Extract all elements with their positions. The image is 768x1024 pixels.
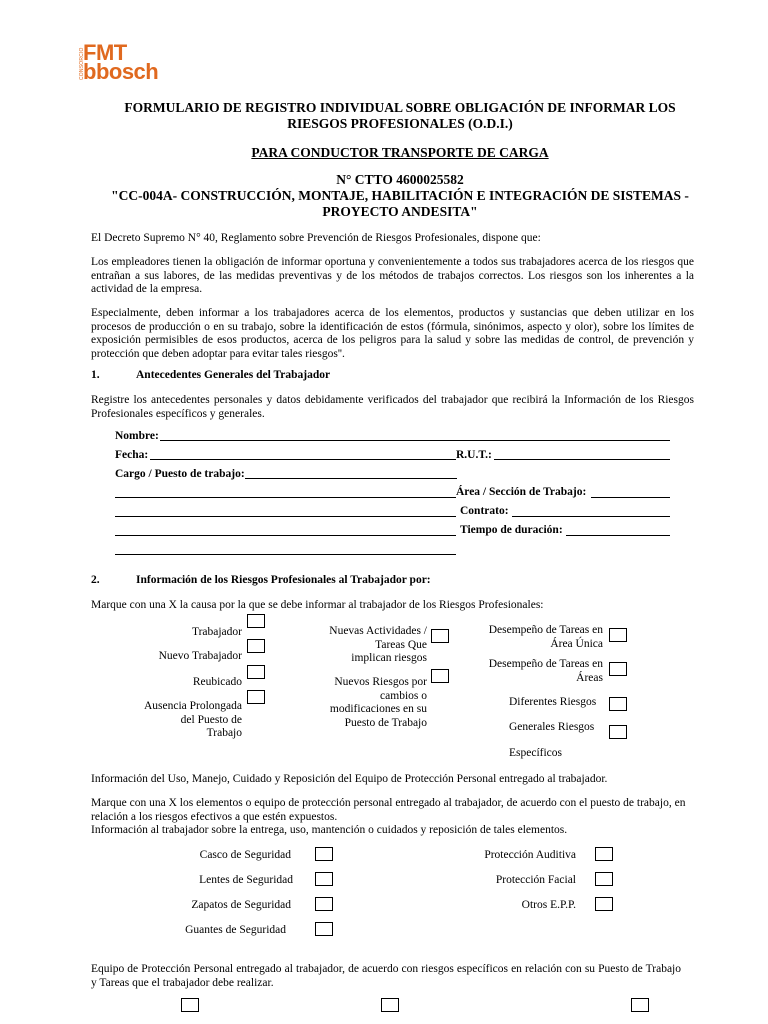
fecha-label: Fecha:: [115, 449, 149, 461]
areas-line1: Desempeño de Tareas en: [488, 658, 603, 670]
cause-reubicado-checkbox[interactable]: [247, 665, 265, 679]
cause-nuevas-actividades-label: [300, 625, 427, 666]
epp-casco-label: Casco de Seguridad: [199, 849, 291, 861]
form-subtitle: PARA CONDUCTOR TRANSPORTE DE CARGA: [251, 145, 549, 160]
riesgos-line1: Nuevos Riesgos por: [334, 676, 427, 688]
epp-instr-line1: Marque con una X los elementos o equipo de protección personal entregado al trabajador, de acuerdo con el puesto de trabajo, en: [91, 797, 686, 809]
ausencia-line1: Ausencia Prolongada: [143, 700, 242, 712]
nuevas-line1: Nuevas Actividades /: [329, 625, 427, 637]
form-title: [90, 100, 710, 132]
logo-fmt: FMT: [83, 40, 127, 65]
epp-facial-checkbox[interactable]: [595, 872, 613, 886]
epp-instructions: [91, 797, 694, 838]
cause-area-unica-checkbox[interactable]: [609, 628, 627, 642]
cause-area-unica-label: [470, 624, 603, 651]
riesgos-line2: cambios o: [380, 689, 427, 702]
section1-number: 1.: [91, 369, 100, 381]
ausencia-line3: Trabajo: [206, 727, 242, 739]
cause-generales-riesgos-label: Generales Riesgos: [509, 721, 595, 733]
tiempo-label: Tiempo de duración:: [460, 524, 563, 536]
intro-paragraph-1: Los empleadores tienen la obligación de informar oportuna y convenientemente a todos sus trabajadores acerca de los riesgos que entrañan a sus labores, de las medidas preventivas y de los métodos de trabajos correctos. Los riesgos son los inherentes a la actividad de la empresa.: [91, 256, 694, 295]
section1-description: Registre los antecedentes personales y datos debidamente verificados del trabajador que recibirá la Información de los Riesgos Profesionales específicos y generales.: [91, 394, 694, 420]
cargo-input-line[interactable]: [245, 478, 457, 479]
intro-decree: El Decreto Supremo N° 40, Reglamento sobre Prevención de Riesgos Profesionales, dispone que:: [91, 232, 541, 244]
contrato-label: Contrato:: [460, 505, 509, 517]
contrato-input-line[interactable]: [512, 516, 670, 517]
riesgos-line4: Puesto de Trabajo: [344, 716, 427, 729]
cargo-label: Cargo / Puesto de trabajo:: [115, 468, 245, 480]
area-input-line[interactable]: [591, 497, 670, 498]
contract-number: N° CTTO 4600025582: [336, 172, 464, 187]
areas-line2: Áreas: [576, 671, 603, 684]
intro-paragraph-2: Especialmente, deben informar a los trabajadores acerca de los elementos, productos y sustancias que deben utilizar en los procesos de producción o en su trabajo, sobre la identificación de estos (fórmula, sinónimos, aspecto y olor), sobre los límites de exposición permisibles de esos productos, acerca de los peligros para la salud y sobre las medidas de control, de prevención y protección que deben adoptar para evitar tales riesgos''.: [91, 307, 694, 360]
company-logo: [78, 40, 178, 84]
area-label: Área / Sección de Trabajo:: [456, 486, 587, 498]
epp-lentes-label: Lentes de Seguridad: [199, 874, 293, 886]
cause-trabajador-checkbox[interactable]: [247, 614, 265, 628]
cause-diferentes-riesgos-checkbox[interactable]: [609, 697, 627, 711]
epp-zapatos-checkbox[interactable]: [315, 897, 333, 911]
epp-casco-checkbox[interactable]: [315, 847, 333, 861]
rut-input-line[interactable]: [494, 459, 670, 460]
unica-line1: Desempeño de Tareas en: [488, 624, 603, 636]
epp-otros-checkbox[interactable]: [595, 897, 613, 911]
cause-areas-label: [470, 658, 603, 685]
section1-heading: Antecedentes Generales del Trabajador: [136, 369, 331, 381]
cause-nuevos-riesgos-checkbox[interactable]: [431, 669, 449, 683]
epp-info: Información del Uso, Manejo, Cuidado y Reposición del Equipo de Protección Personal entregado al trabajador.: [91, 773, 608, 785]
epp-guantes-checkbox[interactable]: [315, 922, 333, 936]
nuevas-line3: implican riesgos: [351, 652, 427, 664]
project-line2: PROYECTO ANDESITA": [322, 204, 478, 219]
nombre-input-line[interactable]: [160, 440, 670, 441]
epp-specific-text: Equipo de Protección Personal entregado al trabajador, de acuerdo con riesgos específicos en relación con su Puesto de Trabajo y Tareas que el trabajador debe realizar.: [91, 963, 681, 989]
epp-lentes-checkbox[interactable]: [315, 872, 333, 886]
cause-nuevo-trabajador-label: Nuevo Trabajador: [158, 650, 242, 662]
epp-guantes-label: Guantes de Seguridad: [185, 924, 286, 936]
epp-specific-checkbox-2[interactable]: [381, 998, 399, 1012]
cause-ausencia-label: [120, 700, 242, 741]
logo-bbosch: bbosch: [83, 59, 159, 84]
cause-nuevas-actividades-checkbox[interactable]: [431, 629, 449, 643]
blank-line-2[interactable]: [115, 535, 456, 536]
blank-line-3[interactable]: [115, 554, 456, 555]
cause-trabajador-label: Trabajador: [191, 626, 242, 638]
epp-facial-label: Protección Facial: [495, 874, 576, 886]
cause-especificos-label: Específicos: [509, 747, 563, 759]
cause-nuevo-trabajador-checkbox[interactable]: [247, 639, 265, 653]
epp-zapatos-label: Zapatos de Seguridad: [191, 899, 291, 911]
cause-diferentes-riesgos-label: Diferentes Riesgos: [509, 696, 597, 708]
riesgos-line3: modificaciones en su: [329, 703, 427, 715]
logo-side-text: CONSORCIO: [79, 47, 85, 80]
nuevas-line2: Tareas Que: [375, 638, 427, 651]
epp-specific-checkbox-1[interactable]: [181, 998, 199, 1012]
nombre-label: Nombre:: [115, 430, 159, 442]
cause-reubicado-label: Reubicado: [192, 676, 242, 688]
section2-number: 2.: [91, 574, 100, 586]
project-line1: "CC-004A- CONSTRUCCIÓN, MONTAJE, HABILITACIÓN E INTEGRACIÓN DE SISTEMAS -: [111, 188, 689, 203]
section2-instruction: Marque con una X la causa por la que se debe informar al trabajador de los Riesgos Profesionales:: [91, 599, 544, 611]
blank-line-1[interactable]: [115, 516, 456, 517]
cause-nuevos-riesgos-label: [300, 676, 427, 730]
rut-label: R.U.T.:: [456, 449, 492, 461]
ausencia-line2: del Puesto de: [180, 713, 242, 726]
section2-heading: Información de los Riesgos Profesionales al Trabajador por:: [136, 574, 431, 586]
epp-auditiva-label: Protección Auditiva: [484, 849, 576, 861]
cause-generales-riesgos-checkbox[interactable]: [609, 725, 627, 739]
epp-instr-line2: relación a los riesgos efectivos a que estén expuestos.: [91, 810, 338, 823]
form-title-line1: FORMULARIO DE REGISTRO INDIVIDUAL SOBRE OBLIGACIÓN DE INFORMAR LOS: [124, 100, 676, 115]
epp-instr-line3: Información al trabajador sobre la entrega, uso, mantención o cuidados y reposición de tales elementos.: [91, 824, 568, 836]
unica-line2: Área Única: [550, 637, 603, 650]
cargo-input-line-2[interactable]: [115, 497, 456, 498]
epp-auditiva-checkbox[interactable]: [595, 847, 613, 861]
fecha-input-line[interactable]: [150, 459, 456, 460]
epp-otros-label: Otros E.P.P.: [521, 899, 576, 911]
form-title-line2: RIESGOS PROFESIONALES (O.D.I.): [287, 116, 513, 131]
tiempo-input-line[interactable]: [566, 535, 670, 536]
cause-areas-checkbox[interactable]: [609, 662, 627, 676]
epp-specific-checkbox-3[interactable]: [631, 998, 649, 1012]
cause-ausencia-checkbox[interactable]: [247, 690, 265, 704]
project-name: [80, 188, 720, 220]
